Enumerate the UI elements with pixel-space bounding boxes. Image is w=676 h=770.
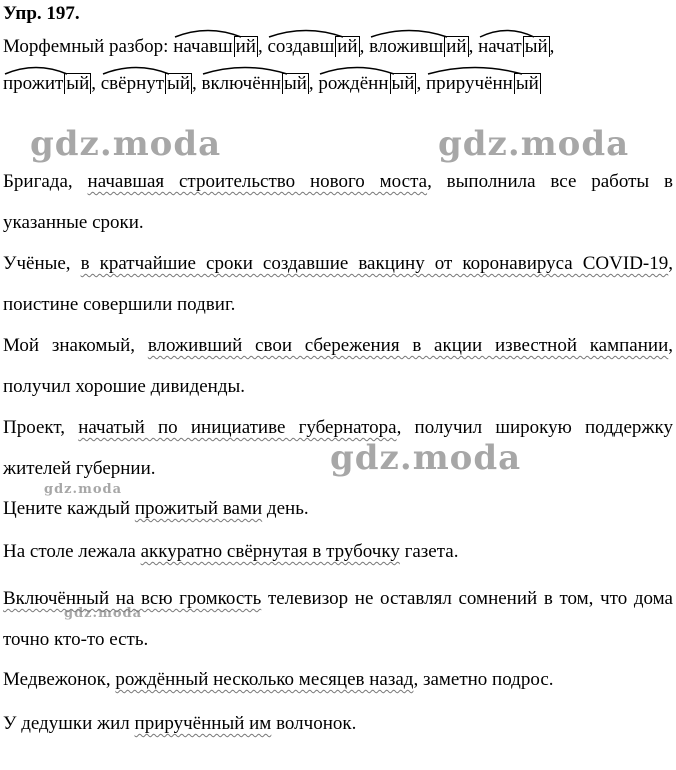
sentence: У дедушки жил приручённый им волчонок. xyxy=(3,713,357,734)
morph-word: включённ ый xyxy=(201,73,308,95)
morpheme-analysis-line-1: Морфемный разбор: начавш ий , создавш ий , вложивш ий , начат ый , xyxy=(3,36,554,58)
participial-phrase: Включённый на всю громкость xyxy=(3,588,262,609)
participial-phrase: начатый по инициативе губернатора xyxy=(78,417,397,438)
morph-word: начавш ий xyxy=(173,36,258,58)
morpheme-analysis-line-2: прожит ый , свёрнут ый , включённ ый , рождённ ый , приручённ ый xyxy=(3,73,541,95)
watermark: gdz.moda xyxy=(30,124,222,164)
sentence: На столе лежала аккуратно свёрнутая в трубочку газета. xyxy=(3,541,459,562)
exercise-title: Упр. 197. xyxy=(3,3,80,24)
sentence: Включённый на всю громкость телевизор не оставлял сомнений в том, что дома точно кто-то есть. xyxy=(3,588,673,650)
participial-phrase: прожитый вами xyxy=(134,498,263,519)
sentence: Учёные, в кратчайшие сроки создавшие вакцину от коронавируса COVID-19, поистине совершили подвиг. xyxy=(3,253,673,315)
morph-word: начат ый xyxy=(478,36,550,58)
sentence: Цените каждый прожитый вами день. xyxy=(3,498,309,519)
participial-phrase: начавшая строительство нового моста xyxy=(87,171,428,192)
watermark: gdz.moda xyxy=(330,438,522,478)
morph-word: создавш ий xyxy=(267,36,359,58)
sentence: Мой знакомый, вложивший свои сбережения в акции известной кампании, получил хорошие дивиденды. xyxy=(3,335,673,397)
morph-word: вложивш ий xyxy=(369,36,468,58)
participial-phrase: рождённый несколько месяцев назад xyxy=(115,669,414,690)
morph-word: рождённ ый xyxy=(318,73,416,95)
watermark: gdz.moda xyxy=(44,482,123,497)
morph-word: приручённ ый xyxy=(426,73,541,95)
participial-phrase: вложивший свои сбережения в акции известной кампании xyxy=(147,335,669,356)
participial-phrase: аккуратно свёрнутая в трубочку xyxy=(140,541,400,562)
sentence: Бригада, начавшая строительство нового моста, выполнила все работы в указанные сроки. xyxy=(3,171,674,233)
watermark: gdz.moda xyxy=(438,124,630,164)
watermark: gdz.moda xyxy=(64,606,143,621)
morpheme-label: Морфемный разбор: xyxy=(3,36,169,57)
morph-word: прожит ый xyxy=(3,73,91,95)
morph-word: свёрнут ый xyxy=(101,73,192,95)
sentence: Медвежонок, рождённый несколько месяцев назад, заметно подрос. xyxy=(3,669,554,690)
sentence: Проект, начатый по инициативе губернатора, получил широкую поддержку жителей губернии. xyxy=(3,417,673,479)
participial-phrase: в кратчайшие сроки создавшие вакцину от коронавируса COVID-19 xyxy=(80,253,669,274)
participial-phrase: приручённый им xyxy=(134,713,272,734)
